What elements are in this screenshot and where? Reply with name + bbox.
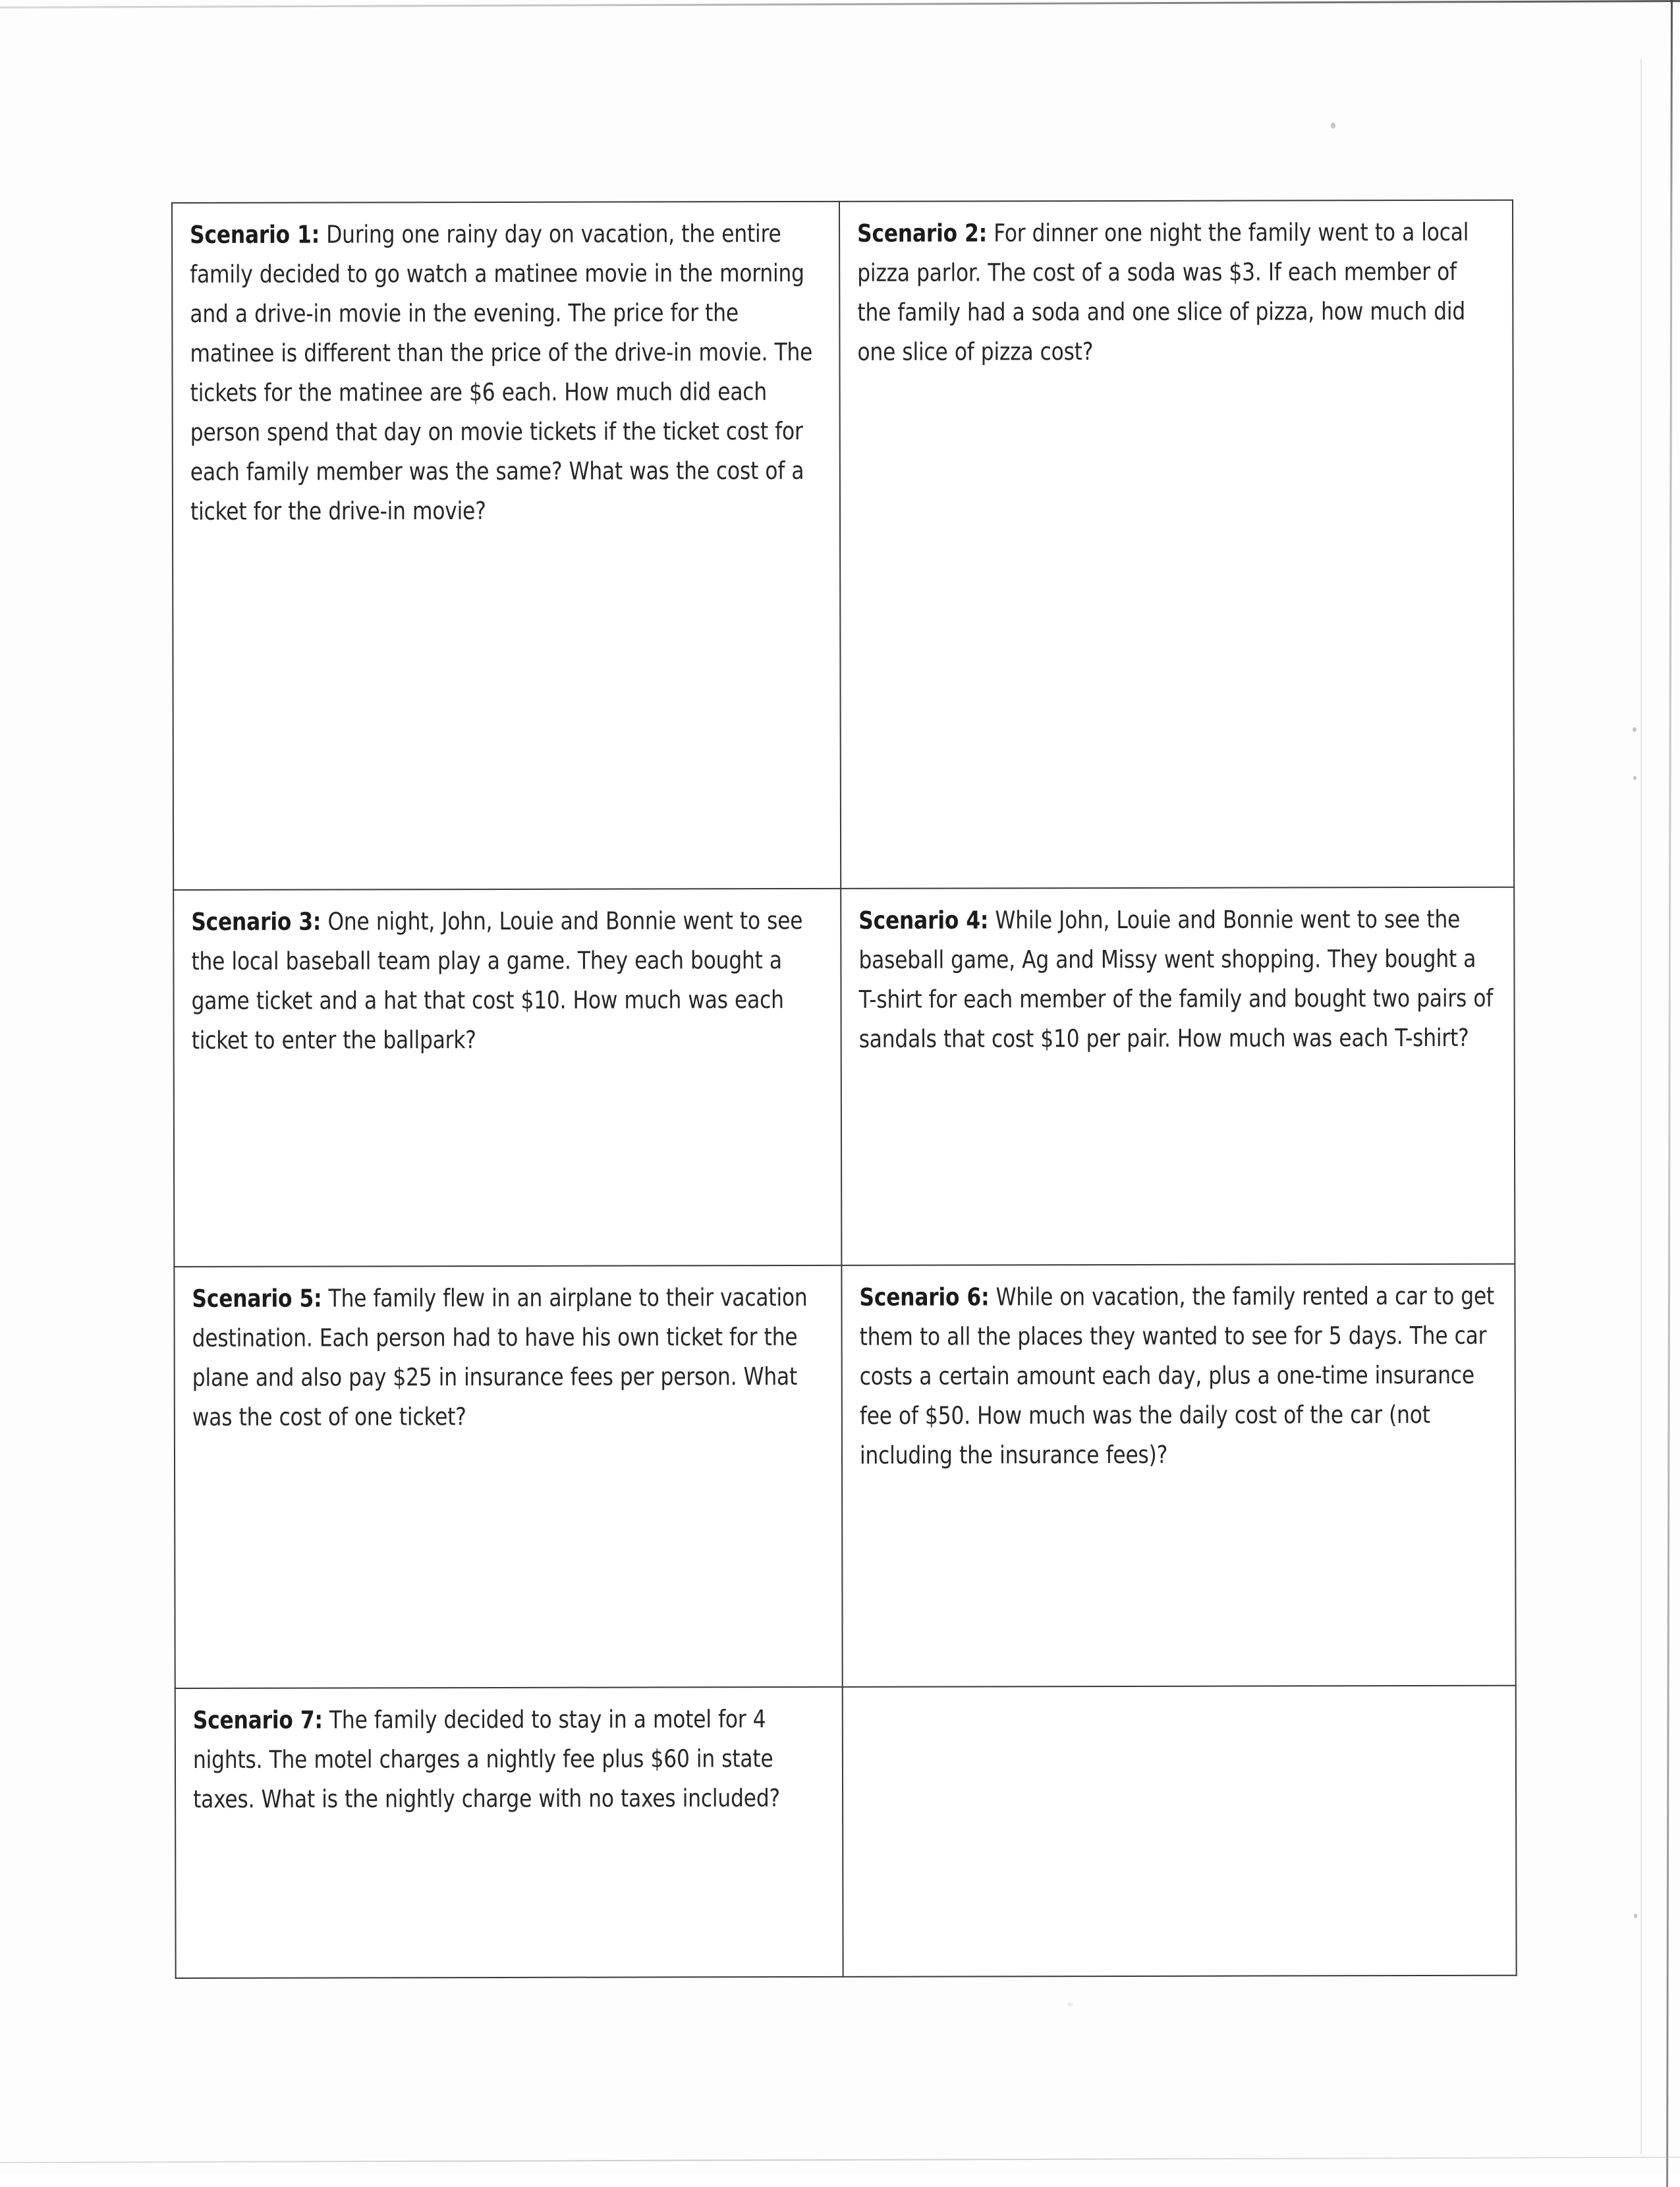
page-edge-bottom [0, 2157, 1680, 2163]
scan-speck [1331, 123, 1335, 128]
scenario-text [860, 1698, 1498, 1726]
scenario-text [857, 213, 1496, 372]
scan-speck [1067, 2003, 1073, 2007]
scenario-body: The family flew in an airplane to their vacation destination. Each person had to have his own ticket for the plane and also pay $25 in insurance fees per person. What was the cost of one ticket? [192, 1283, 808, 1431]
scenario-label: Scenario 1: [190, 220, 320, 249]
table-row [174, 1264, 1515, 1688]
scenario-body: The family decided to stay in a motel for 4 nights. The motel charges a nightly fee plus $60 in state taxes. What is the nightly charge with no taxes included? [192, 1705, 780, 1813]
scenario-text [190, 214, 822, 532]
page-edge-top [0, 0, 1680, 9]
scenario-text [192, 1278, 824, 1437]
scenario-cell-4 [841, 887, 1515, 1265]
scenario-cell-5 [174, 1265, 842, 1688]
scenario-text [858, 900, 1497, 1059]
scenario-label: Scenario 3: [191, 907, 322, 936]
scenario-body: For dinner one night the family went to a local pizza parlor. The cost of a soda was $3. If each member of the family had a soda and one slice of pizza, how much did one slice of pizza cost? [857, 217, 1469, 366]
scenario-cell-6 [841, 1264, 1515, 1687]
scan-speck [1633, 776, 1637, 780]
scenario-text [193, 1700, 826, 1819]
scenario-cell-blank [843, 1686, 1517, 1977]
scenario-table [171, 200, 1517, 1979]
scenario-cell-7 [175, 1687, 843, 1978]
scenario-cell-2 [839, 200, 1514, 889]
scenario-label: Scenario 6: [859, 1283, 990, 1312]
scenario-text [859, 1277, 1498, 1476]
page-edge-right-secondary [1640, 59, 1642, 2154]
scenario-label: Scenario 7: [192, 1705, 323, 1734]
scenario-body: One night, John, Louie and Bonnie went to see the local baseball team play a game. They each bought a game ticket and a hat that cost $10. How much was each ticket to enter the ballpark? [191, 906, 803, 1055]
page-edge-right [1666, 0, 1673, 2187]
scenario-cell-1 [172, 202, 841, 890]
scenario-body: While John, Louie and Bonnie went to see the baseball game, Ag and Missy went shopping. They bought a T-shirt for each member of the family and bought two pairs of sandals that cost $10 per pair. How much was each T-shirt? [858, 904, 1494, 1053]
scenario-label: Scenario 5: [192, 1284, 322, 1313]
scenario-cell-3 [173, 889, 841, 1267]
scenario-label: Scenario 2: [857, 219, 988, 248]
table-row [173, 887, 1515, 1267]
scan-speck [1633, 727, 1637, 732]
scenario-text [191, 901, 824, 1061]
scenario-label: Scenario 4: [858, 906, 989, 935]
table-row [175, 1686, 1517, 1978]
table-row [172, 200, 1514, 890]
scenario-body: While on vacation, the family rented a car to get them to all the places they wanted to see for 5 days. The car costs a certain amount each day, plus a one-time insurance fee of $50. How much was the daily cost of the car (not including the insurance fees)? [859, 1281, 1495, 1470]
scan-speck [1634, 1914, 1637, 1918]
scenario-body: During one rainy day on vacation, the entire family decided to go watch a matinee movie in the morning and a drive-in movie in the evening. The price for the matinee is different than the price of the drive-in movie. The tickets for the matinee are $6 each. How much did each person spend that day on movie tickets if the ticket cost for each family member was the same? What was the cost of a ticket for the drive-in movie? [190, 219, 813, 526]
